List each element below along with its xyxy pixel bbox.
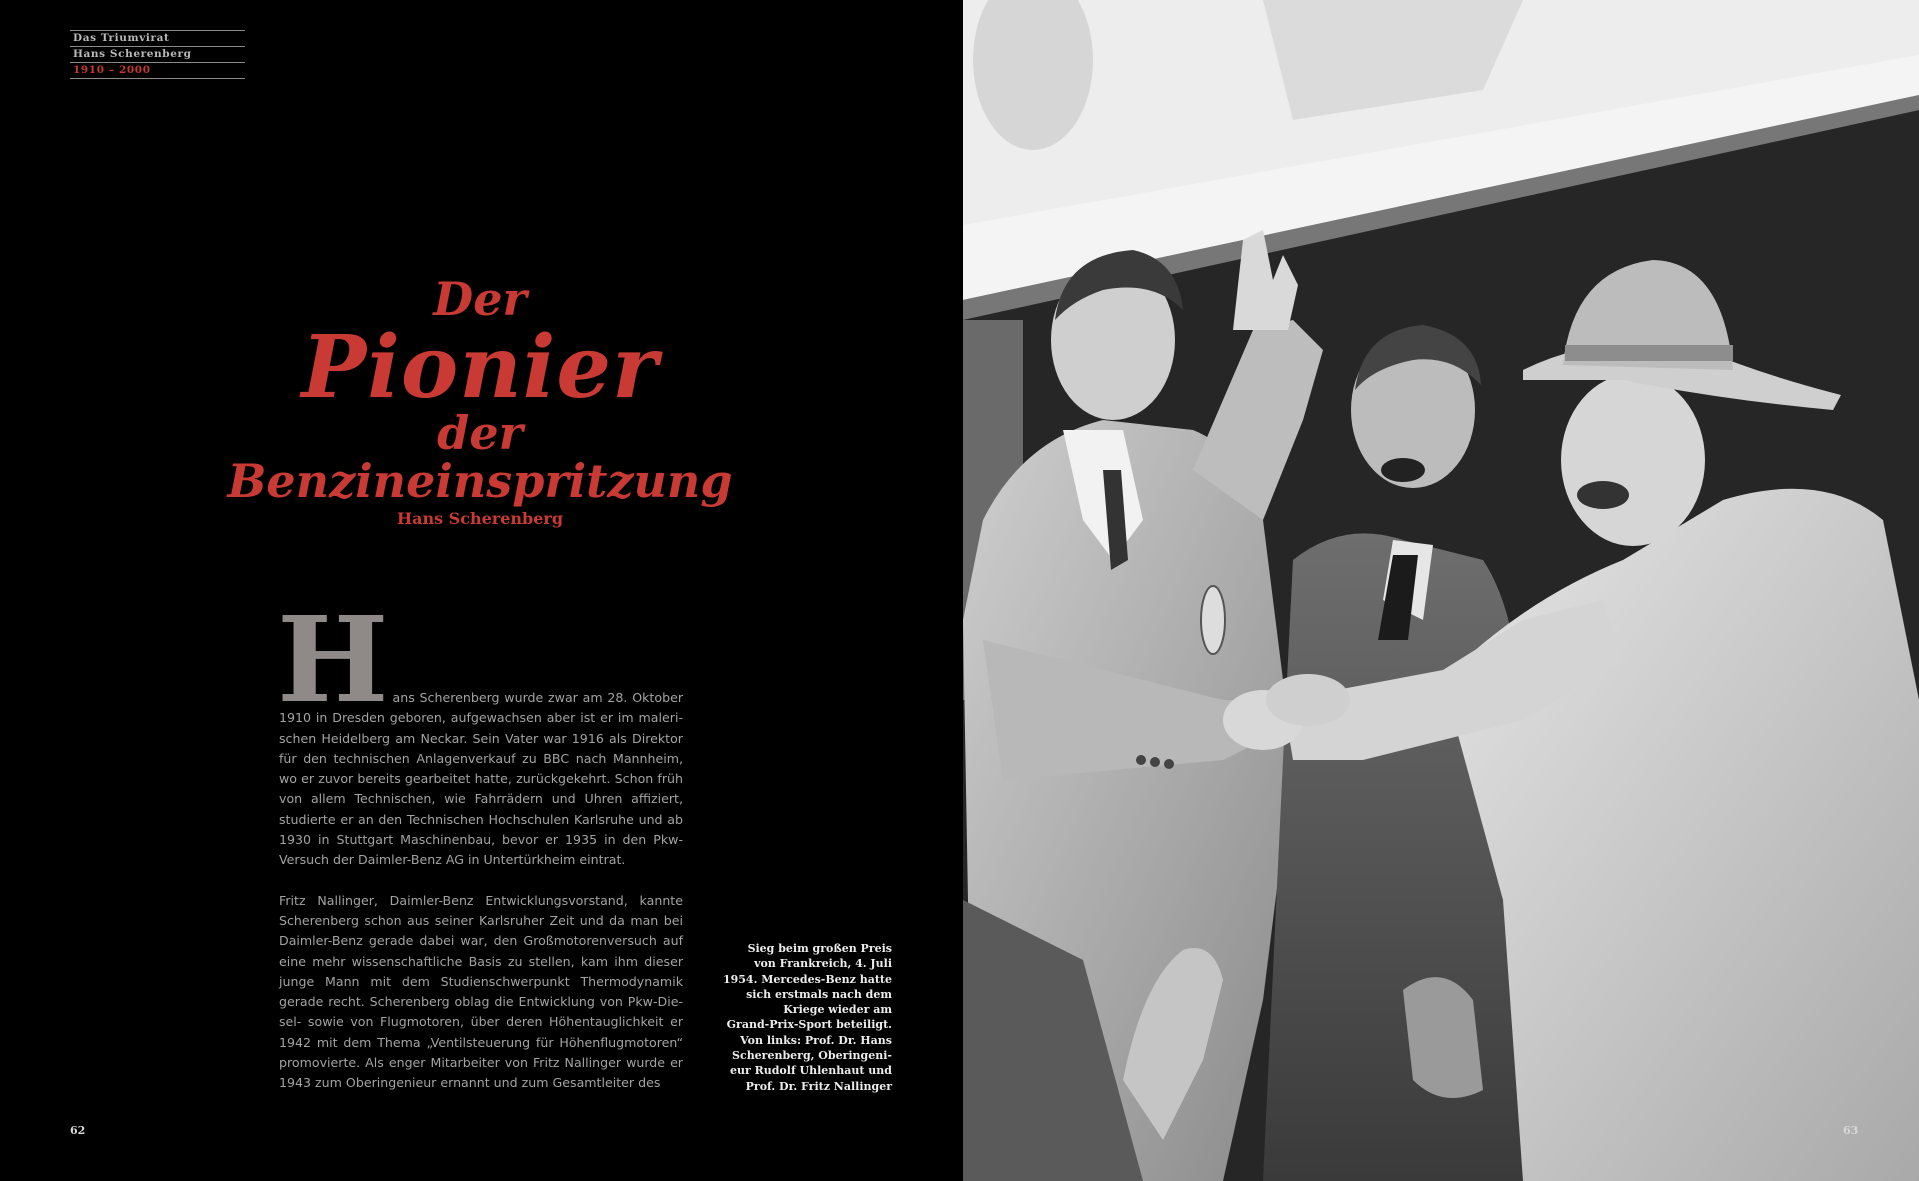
- caption-line: Sieg beim großen Preis: [747, 942, 892, 955]
- photo-caption: [700, 941, 892, 1094]
- caption-line: Grand-Prix-Sport beteiligt.: [726, 1018, 892, 1032]
- author-byline: Hans Scherenberg: [396, 509, 564, 528]
- title-line-4: Benzineinspritzung: [227, 454, 733, 508]
- title-line-2: Pionier: [301, 317, 659, 418]
- caption-line: eur Rudolf Uhlenhaut und: [729, 1064, 892, 1078]
- caption-line: Kriege wieder am: [783, 1003, 892, 1017]
- caption-line: Scherenberg, Oberingeni-: [732, 1049, 892, 1063]
- running-header-years: 1910 – 2000: [70, 62, 245, 79]
- photo-image: [963, 0, 1919, 1181]
- caption-line: Von links: Prof. Dr. Hans: [740, 1033, 892, 1047]
- title-line-3: der: [437, 406, 523, 460]
- running-header: [70, 30, 245, 79]
- photo: [963, 0, 1919, 1181]
- page-number-right: 63: [1843, 1124, 1859, 1137]
- paragraph-1: ans Scherenberg wurde zwar am 28. Oktober 1910 in Dresden geboren, aufgewachsen aber ist er im malerischen Heidelberg am Neckar. Sein Vater war 1916 als Direktor für den technischen Anlagenverkauf zu BBC nach Mannheim, wo er zuvor bereits gearbeitet hatte, zurückgekehrt. Schon früh von allem Technischen, wie Fahrrädern und Uhren affiziert, studierte er an den Technischen Hochschulen Karlsruhe und ab 1930 in Stuttgart Maschinenbau, bevor er 1935 in den Pkw-Versuch der Daimler-Benz AG in Untertürkheim eintrat.: [279, 690, 683, 868]
- running-header-section: Das Triumvirat: [70, 30, 245, 46]
- caption-line: Prof. Dr. Fritz Nallinger: [745, 1079, 892, 1093]
- drop-cap: H: [277, 590, 389, 729]
- title-line-1: Der: [433, 272, 527, 326]
- caption-line: sich erstmals nach dem: [746, 987, 892, 1001]
- article-title: [180, 272, 780, 506]
- paragraph-2: Fritz Nallinger, Daimler-Benz Entwicklungsvorstand, kannte Scherenberg schon aus seiner Karlsruher Zeit und da man bei Daimler-Benz gerade dabei war, den Großmotorenversuch auf eine mehr wissenschaftliche Basis zu stellen, kam ihm dieser junge Mann mit dem Studienschwerpunkt Thermodynamik gerade recht. Scherenberg oblag die Entwicklung von Pkw-Diesel- sowie von Flugmotoren, über deren Höhentauglichkeit er 1942 mit dem Thema „Ventilsteuerung für Höhenflugmotoren“ promovierte. Als enger Mitarbeiter von Fritz Nallinger wurde er 1943 zum Oberingenieur ernannt und zum Gesamtleiter des: [279, 892, 683, 1091]
- running-header-person: Hans Scherenberg: [70, 46, 245, 62]
- caption-line: 1954. Mercedes-Benz hatte: [722, 972, 892, 986]
- body-text: [277, 590, 683, 1114]
- caption-line: von Frankreich, 4. Juli: [754, 957, 892, 971]
- page-number-left: 62: [70, 1124, 86, 1137]
